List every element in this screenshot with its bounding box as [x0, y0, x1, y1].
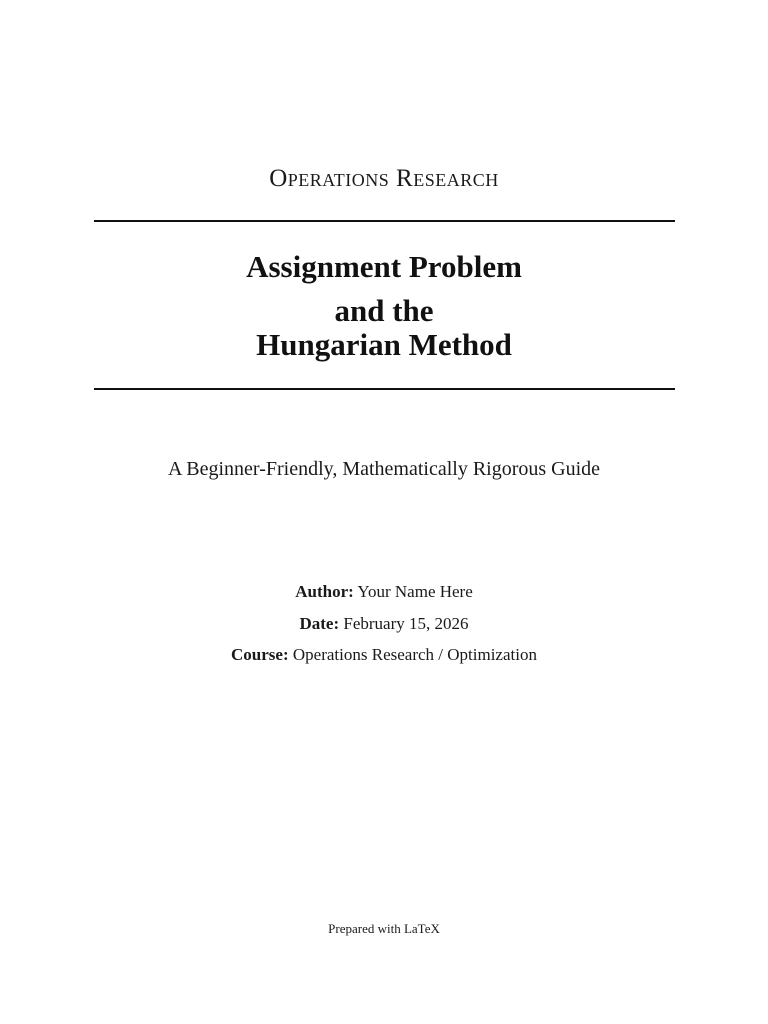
title-line-3: Hungarian Method: [256, 327, 512, 362]
course-value: Operations Research / Optimization: [292, 645, 537, 664]
date-label: Date:: [299, 613, 340, 633]
title-line-1: Assignment Problem: [246, 249, 522, 284]
top-rule: [94, 220, 675, 222]
course-label: Course:: [231, 645, 289, 664]
document-title: [0, 250, 768, 362]
bottom-rule: [94, 388, 675, 390]
date-value: February 15, 2026: [343, 613, 469, 633]
author-row: [0, 580, 768, 612]
subject-heading: Operations Research: [269, 165, 499, 192]
prepared-with-footer: Prepared with LaTeX: [328, 921, 440, 936]
date-row: [0, 612, 768, 644]
title-line-2: and the: [334, 293, 434, 328]
document-subtitle: A Beginner-Friendly, Mathematically Rigorous Guide: [167, 458, 601, 480]
author-label: Author:: [295, 582, 354, 601]
course-row: [0, 643, 768, 675]
author-value: Your Name Here: [357, 582, 473, 601]
document-meta: [0, 580, 768, 675]
